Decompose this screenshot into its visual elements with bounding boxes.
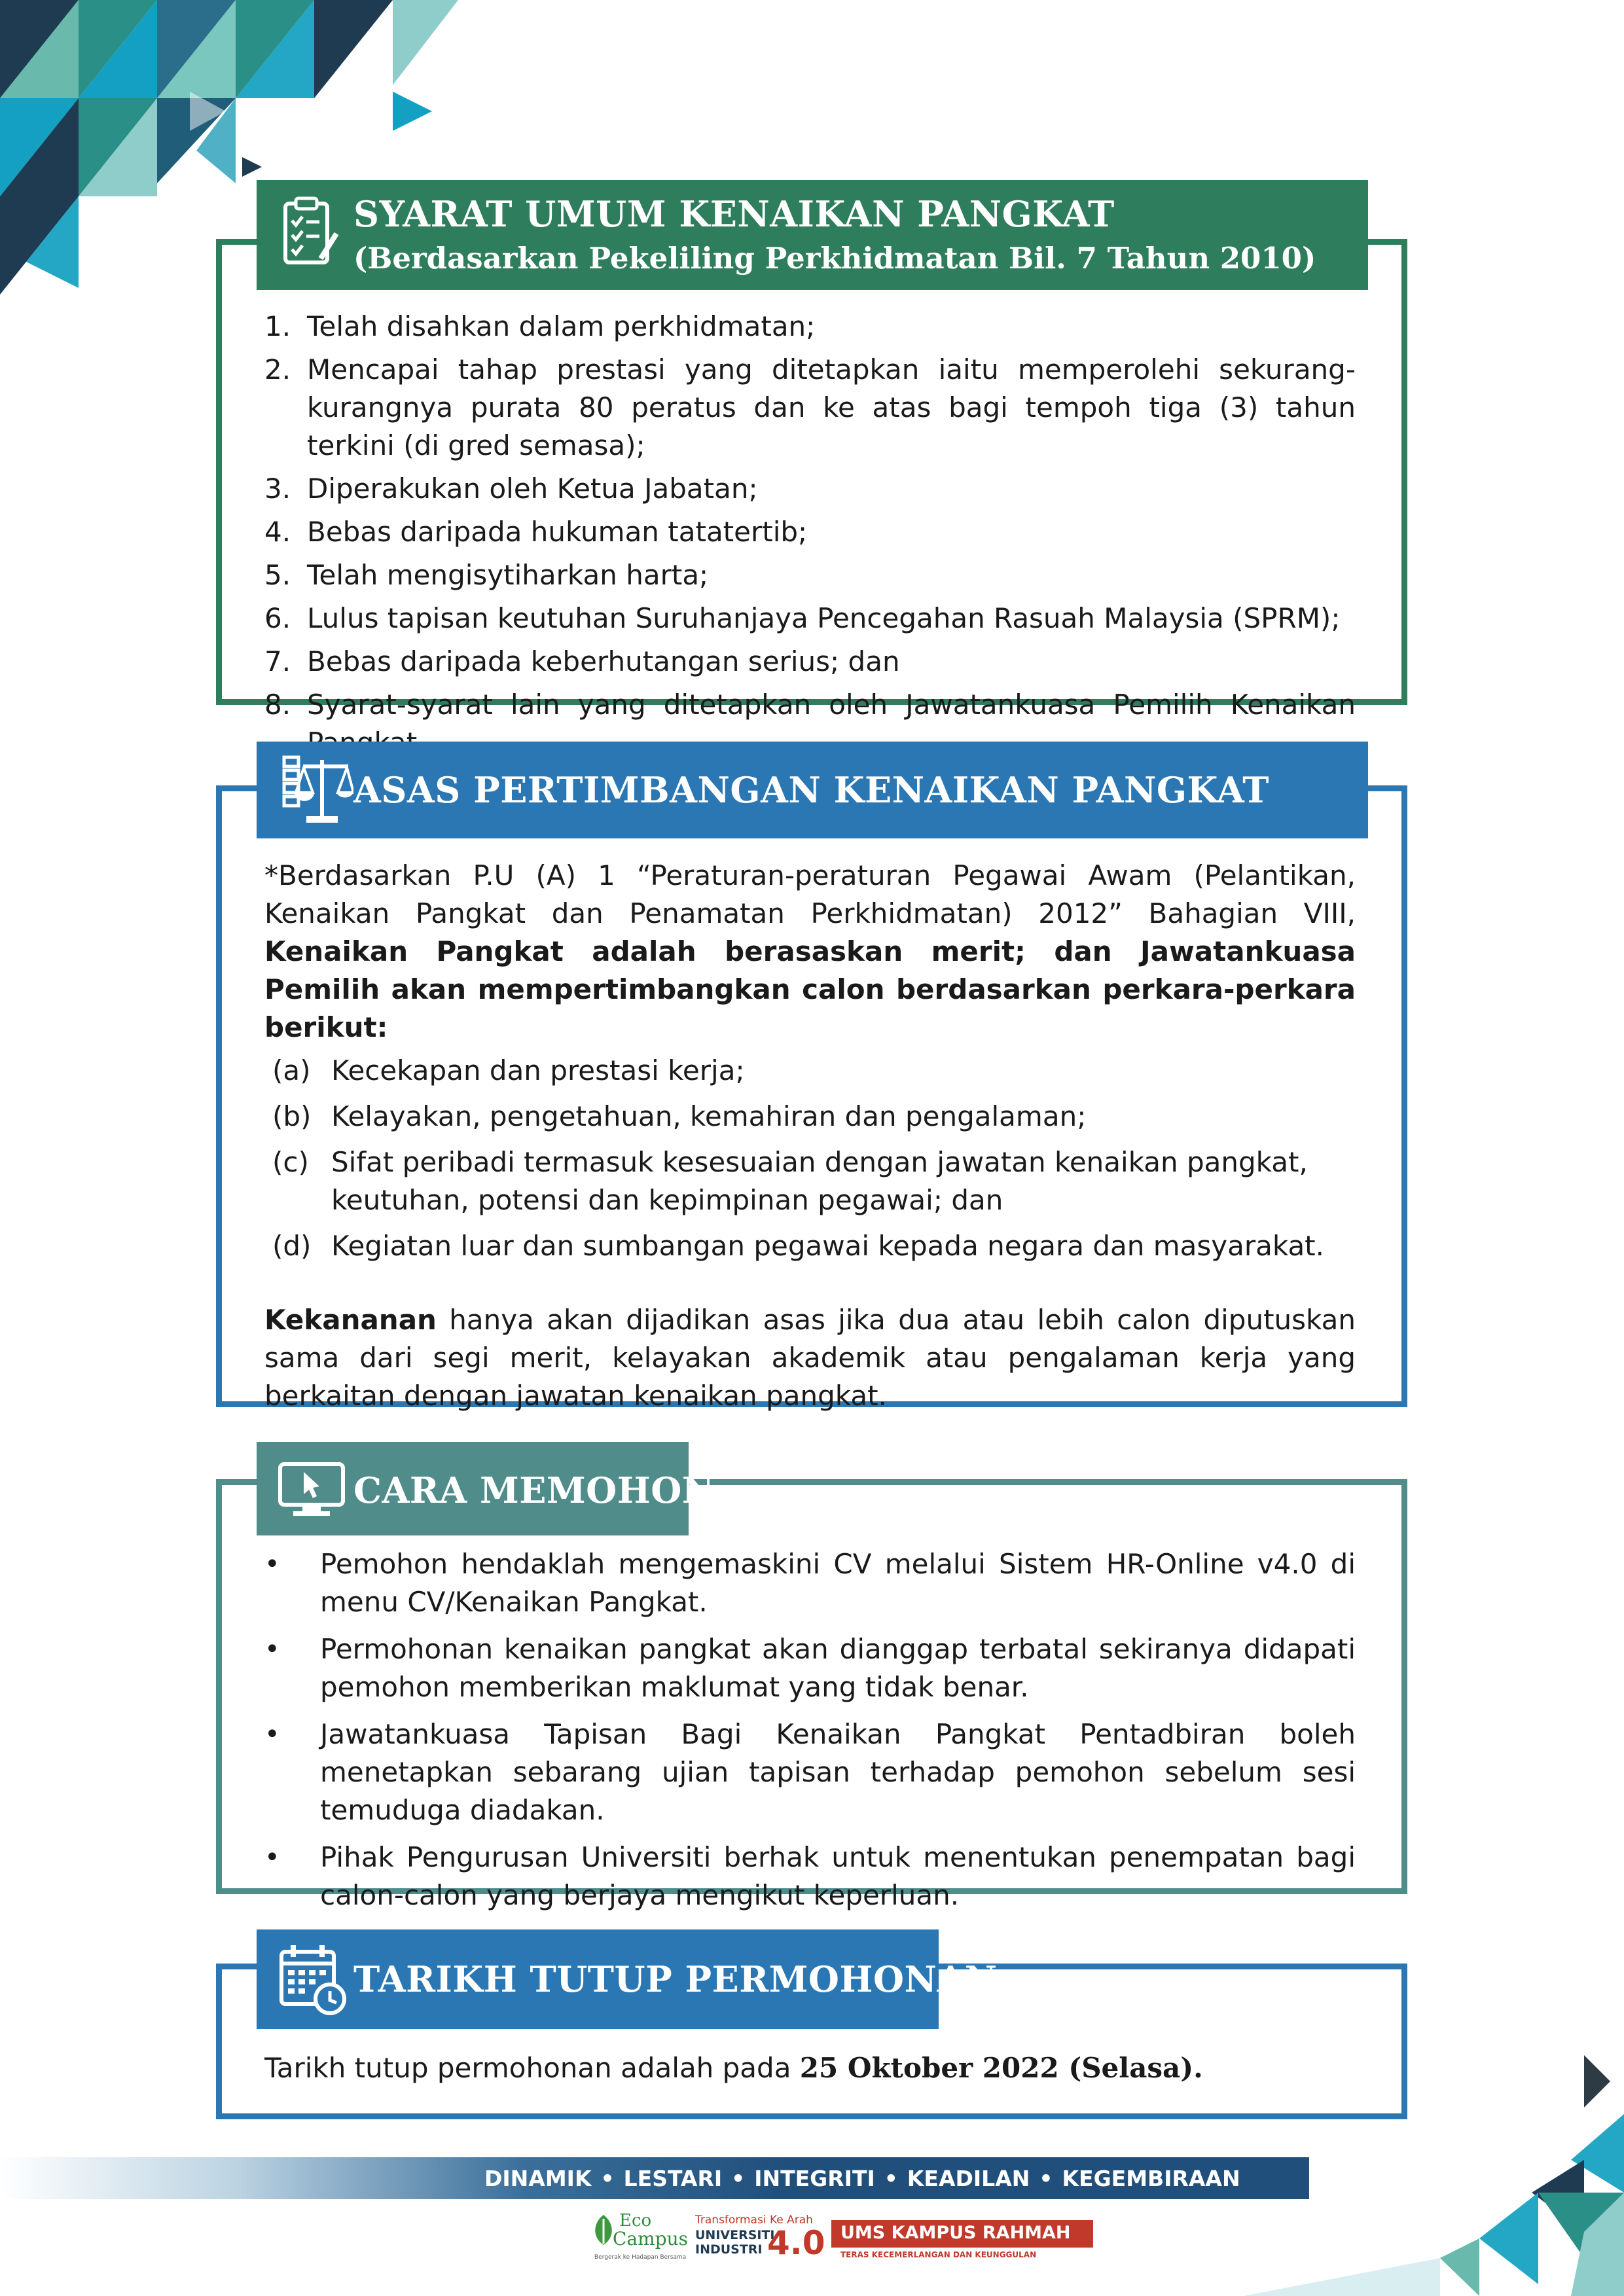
asas-list: [272, 1052, 1356, 1265]
list-item: 6. Lulus tapisan keutuhan Suruhanjaya Pencegahan Rasuah Malaysia (SPRM);: [264, 602, 1341, 634]
list-item: • Permohonan kenaikan pangkat akan dianggap terbatal sekiranya didapati pemohon memberikan maklumat yang tidak benar.: [264, 1633, 1356, 1703]
tarikh-text: Tarikh tutup permohonan adalah pada 25 Oktober 2022 (Selasa).: [264, 2052, 1203, 2084]
list-item: 1. Telah disahkan dalam perkhidmatan;: [264, 310, 816, 342]
ums-kampus-rahmah-logo: UMS KAMPUS RAHMAH TERAS KECEMERLANGAN DAN KEUNGGULAN: [831, 2220, 1093, 2259]
list-item: 5. Telah mengisytiharkan harta;: [264, 559, 709, 591]
list-item: • Jawatankuasa Tapisan Bagi Kenaikan Pangkat Pentadbiran boleh menetapkan sebarang ujian tapisan terhadap pemohon sebelum sesi temuduga diadakan.: [264, 1718, 1356, 1826]
list-item: (d) Kegiatan luar dan sumbangan pegawai kepada negara dan masyarakat.: [272, 1230, 1325, 1262]
section-4-header: [257, 1929, 998, 2029]
cara-list: [261, 1545, 1356, 1924]
list-item: 8. Syarat-syarat lain yang ditetapkan oleh Jawatankuasa Pemilih Kenaikan: [264, 689, 1356, 721]
list-item: 2. Mencapai tahap prestasi yang ditetapkan iaitu memperolehi sekurang-kurangnya purata 80 peratus dan ke atas bagi tempoh tiga (3) tahun terkini (di gred semasa);: [264, 353, 1356, 461]
list-item: 3. Diperakukan oleh Ketua Jabatan;: [264, 473, 758, 505]
universiti-industri-logo: Transformasi Ke Arah UNIVERSITI INDUSTRI 4.0: [695, 2214, 825, 2262]
section-title: ASAS PERTIMBANGAN KENAIKAN PANGKAT: [353, 769, 1269, 811]
list-item: (b) Kelayakan, pengetahuan, kemahiran dan pengalaman;: [272, 1100, 1087, 1132]
section-1-header: [257, 180, 1368, 290]
list-item: 4. Bebas daripada hukuman tatatertib;: [264, 516, 808, 548]
checklist-icon: [280, 194, 340, 268]
section-title: TARIKH TUTUP PERMOHONAN: [353, 1958, 998, 2000]
section-cara-memohon: [216, 1479, 1407, 1911]
section-3-header: [257, 1442, 715, 1535]
list-item: (c) Sifat peribadi termasuk kesesuaian dengan jawatan kenaikan pangkat, keutuhan, potensi dan kepimpinan pegawai; dan: [272, 1146, 1308, 1216]
list-item: 7. Bebas daripada keberhutangan serius; dan: [264, 645, 900, 677]
section-syarat-umum: [216, 239, 1407, 721]
section-title: SYARAT UMUM KENAIKAN PANGKAT: [353, 193, 1115, 235]
section-title: CARA MEMOHON: [353, 1469, 715, 1511]
list-item: • Pihak Pengurusan Universiti berhak untuk menentukan penempatan bagi calon-calon yang berjaya mengikut keperluan.: [264, 1841, 1356, 1911]
syarat-list: [264, 308, 1356, 767]
list-item: • Pemohon hendaklah mengemaskini CV melalui Sistem HR-Online v4.0 di menu CV/Kenaikan Pangkat.: [264, 1548, 1356, 1618]
asas-body: [264, 857, 1356, 1415]
scales-icon: [280, 753, 353, 827]
eco-campus-logo: Eco Campus Bergerak ke Hadapan Bersama: [589, 2211, 687, 2276]
motto-text: DINAMIK • LESTARI • INTEGRITI • KEADILAN • KEGEMBIRAAN: [484, 2166, 1240, 2191]
section-2-header: [257, 742, 1368, 838]
calendar-clock-icon: [278, 1944, 348, 2017]
section-asas-pertimbangan: [216, 785, 1407, 1412]
intro-paragraph: *Berdasarkan P.U (A) 1 “Peraturan-peraturan Pegawai Awam (Pelantikan, Kenaikan Pangkat dan Penamatan Perkhidmatan) 2012” Bahagian VIII, Kenaikan Pangkat adalah berasaskan merit; dan Jawatankuasa Pemilih akan mempertimbangkan calon berdasarkan perkara-perkara berikut:: [264, 859, 1356, 1043]
list-item: (a) Kecekapan dan prestasi kerja;: [272, 1054, 745, 1086]
kekananan-note: Kekananan hanya akan dijadikan asas jika dua atau lebih calon diputuskan sama dari segi merit, kelayakan akademik atau pengalaman kerja yang berkaitan dengan jawatan kenaikan pangkat.: [264, 1304, 1356, 1412]
section-subtitle: (Berdasarkan Pekeliling Perkhidmatan Bil. 7 Tahun 2010): [353, 241, 1316, 276]
computer-cursor-icon: [276, 1460, 347, 1519]
